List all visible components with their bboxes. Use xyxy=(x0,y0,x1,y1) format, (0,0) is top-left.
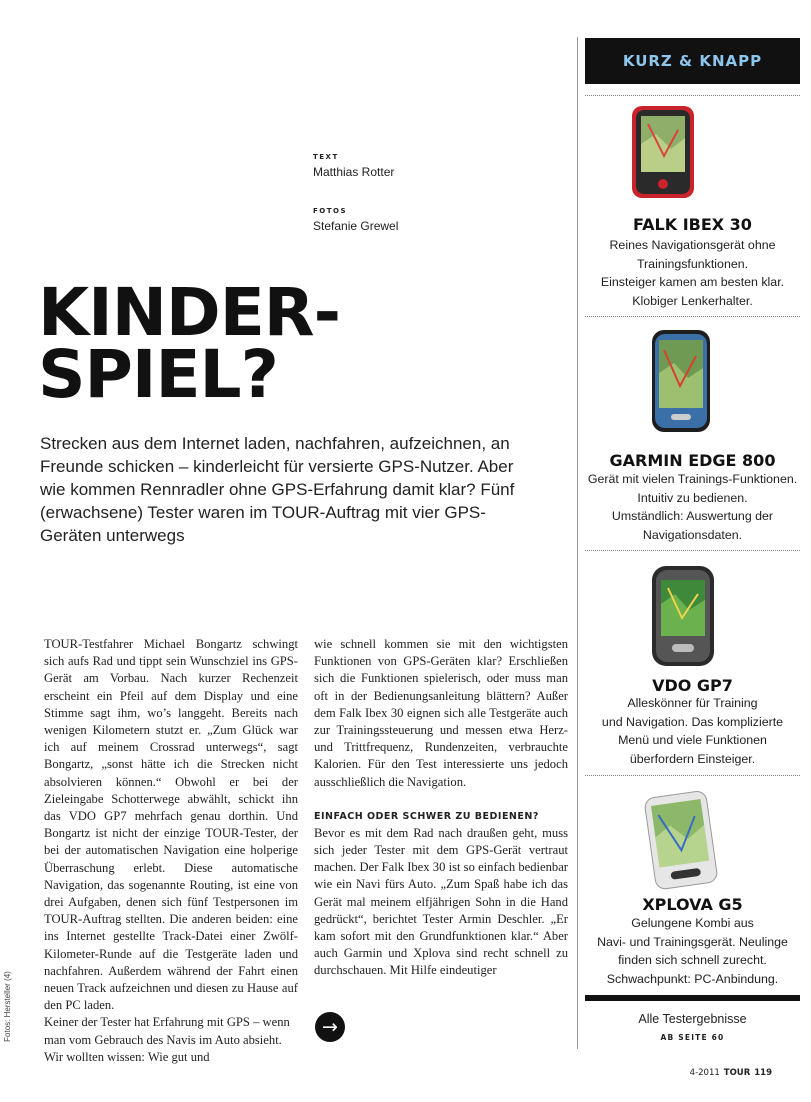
photo-credit-label: FOTOS xyxy=(313,207,347,215)
product-name: FALK IBEX 30 xyxy=(633,215,752,234)
product-desc-line: Alleskönner für Training xyxy=(627,696,758,710)
body-column-1 xyxy=(44,636,298,1066)
sidebar-header-part2: KNAPP xyxy=(699,52,763,70)
product-desc-line: Gerät mit vielen Trainings-Funktionen. xyxy=(587,472,798,486)
product-name: GARMIN EDGE 800 xyxy=(609,451,776,470)
sidebar-divider xyxy=(577,37,578,1049)
body-column-2 xyxy=(314,636,568,980)
product-desc-line: überfordern Einsteiger. xyxy=(629,751,756,766)
product-desc-line: Klobiger Lenkerhalter. xyxy=(632,293,753,308)
product-description xyxy=(585,914,800,988)
garmin-edge-800-device-image xyxy=(646,328,716,434)
xplova-g5-device-image xyxy=(640,790,724,890)
product-description xyxy=(585,236,800,310)
falk-ibex-30-device-image xyxy=(626,104,698,200)
product-desc-line: Reines Navigationsgerät ohne xyxy=(609,238,776,252)
product-desc-line: Einsteiger kamen am besten klar. xyxy=(600,275,785,289)
sidebar-header xyxy=(585,38,800,84)
footer-issue: 4-2011 xyxy=(689,1068,720,1078)
vdo-gp7-device-image xyxy=(648,564,718,668)
intro-text: Strecken aus dem Internet laden, nachfahren, aufzeichnen, an Freunde schicken – kinderleicht für versierte GPS-Nutzer. Aber wie kommen Rennradler ohne GPS-Erfahrung damit klar? Fünf (erwachsene) Tester waren im TOUR-Auftrag mit vier GPS-Geräten unterwegs xyxy=(40,434,515,545)
product-desc-line: Navi- und Trainingsgerät. Neulinge xyxy=(597,934,788,949)
footer-magazine: TOUR xyxy=(723,1068,751,1078)
dotted-divider xyxy=(585,550,800,551)
text-credit-label: TEXT xyxy=(313,153,339,161)
dotted-divider xyxy=(585,775,800,776)
headline-line-2: SPIEL? xyxy=(38,336,278,413)
subheading: EINFACH ODER SCHWER ZU BEDIENEN? xyxy=(314,810,539,822)
product-desc-line: Gelungene Kombi aus xyxy=(631,916,754,930)
all-tests-link: Alle Testergebnisse xyxy=(638,1012,747,1026)
product-description xyxy=(585,694,800,768)
product-desc-line: Trainingsfunktionen. xyxy=(636,256,749,271)
product-description xyxy=(585,470,800,544)
body-paragraph: TOUR-Testfahrer Michael Bongartz schwingt sich aufs Rad und tippt sein Wunschziel ins GPS-Gerät am Vorbau. Nach kurzer Rechenzeit erscheint ein Pfeil auf dem Display und eine Stimme sagt ihm, wo’s langgeht. Bereits nach wenigen Kilometern stutzt er. „Zum Glück war ich auf meinem Crossrad unterwegs“, sagt Bongartz, „sonst hätte ich die Strecken nicht absolvieren können.“ Obwohl er bei der Zieleingabe Schotterwege abwählt, schickt ihn das VDO GP7 mehrfach genau dorthin. Und Bongartz ist nicht der einzige TOUR-Tester, der bei der automatischen Navigation eine holperige Überraschung erlebt. Diese automatische Navigation, das sogenannte Routing, ist eine von drei Aufgaben, denen sich fünf Testpersonen im TOUR-Auftrag stellten. Die anderen beiden: eine ins Internet gestellte Track-Datei einer Zwölf-Kilometer-Runde auf die Testgeräte laden und nachfahren. Außerdem während der Fahrt einen neuen Track aufzeichnen und diesen zu Hause auf den PC laden. xyxy=(44,637,298,1013)
product-name: VDO GP7 xyxy=(652,676,733,695)
body-paragraph: wie schnell kommen sie mit den wichtigsten Funktionen von GPS-Geräten klar? Erschließen sich die Funktionen spielerisch, oder muss man oft in der Bedienungsanleitung blättern? Außer dem Falk Ibex 30 eignen sich alle Testgeräte auch zur Trainingssteuerung und messen etwa Herz- und Trittfrequenz, Rundenzeiten, verbrauchte Kalorien. Für den Test interessierte uns jedoch ausschließlich die Navigation. xyxy=(314,637,568,789)
headline xyxy=(38,274,341,413)
sidebar-bottom-rule xyxy=(585,995,800,1001)
product-desc-line: Umständlich: Auswertung der xyxy=(611,509,774,523)
photo-credit-text: Fotos: Hersteller (4) xyxy=(2,971,12,1042)
product-desc-line: Navigationsdaten. xyxy=(642,527,743,542)
product-desc-line: finden sich schnell zurecht. xyxy=(618,953,767,967)
continue-arrow-icon[interactable]: → xyxy=(315,1012,345,1042)
dotted-divider xyxy=(585,316,800,317)
photo-credit-author: Stefanie Grewel xyxy=(313,219,399,233)
product-desc-line: Intuitiv zu bedienen. xyxy=(637,490,748,505)
sidebar-header-part1: KURZ xyxy=(622,52,673,70)
product-desc-line: Schwachpunkt: PC-Anbindung. xyxy=(606,971,779,986)
page-footer xyxy=(640,1068,772,1078)
product-desc-line: und Navigation. Das komplizierte xyxy=(601,714,784,729)
page-reference: AB SEITE 60 xyxy=(660,1033,725,1042)
body-paragraph: Bevor es mit dem Rad nach draußen geht, muss sich jeder Tester mit dem GPS-Gerät vertraut machen. Der Falk Ibex 30 ist so einfach bedienbar wie ein Navi fürs Auto. „Zum Spaß habe ich das Gerät mal meinem elfjährigen Sohn in die Hand gedrückt“, berichtet Tester Armin Deschler. „Er kam sofort mit den Grundfunktionen klar.“ Aber auch Garmin und Xplova sind recht schnell zu durchschauen. Mit Hilfe eindeutiger xyxy=(314,825,568,978)
dotted-divider xyxy=(585,95,800,96)
photo-credit xyxy=(2,972,16,1052)
product-name: XPLOVA G5 xyxy=(642,895,743,914)
product-desc-line: Menü und viele Funktionen xyxy=(618,733,767,747)
footer-page-number: 119 xyxy=(754,1068,772,1078)
sidebar-header-amp: & xyxy=(679,52,694,70)
text-credit-author: Matthias Rotter xyxy=(313,165,395,179)
headline-line-1: KINDER- xyxy=(38,274,341,351)
body-paragraph: Keiner der Tester hat Erfahrung mit GPS – wenn man vom Gebrauch des Navis im Auto absieht. Wir wollten wissen: Wie gut und xyxy=(44,1015,290,1064)
